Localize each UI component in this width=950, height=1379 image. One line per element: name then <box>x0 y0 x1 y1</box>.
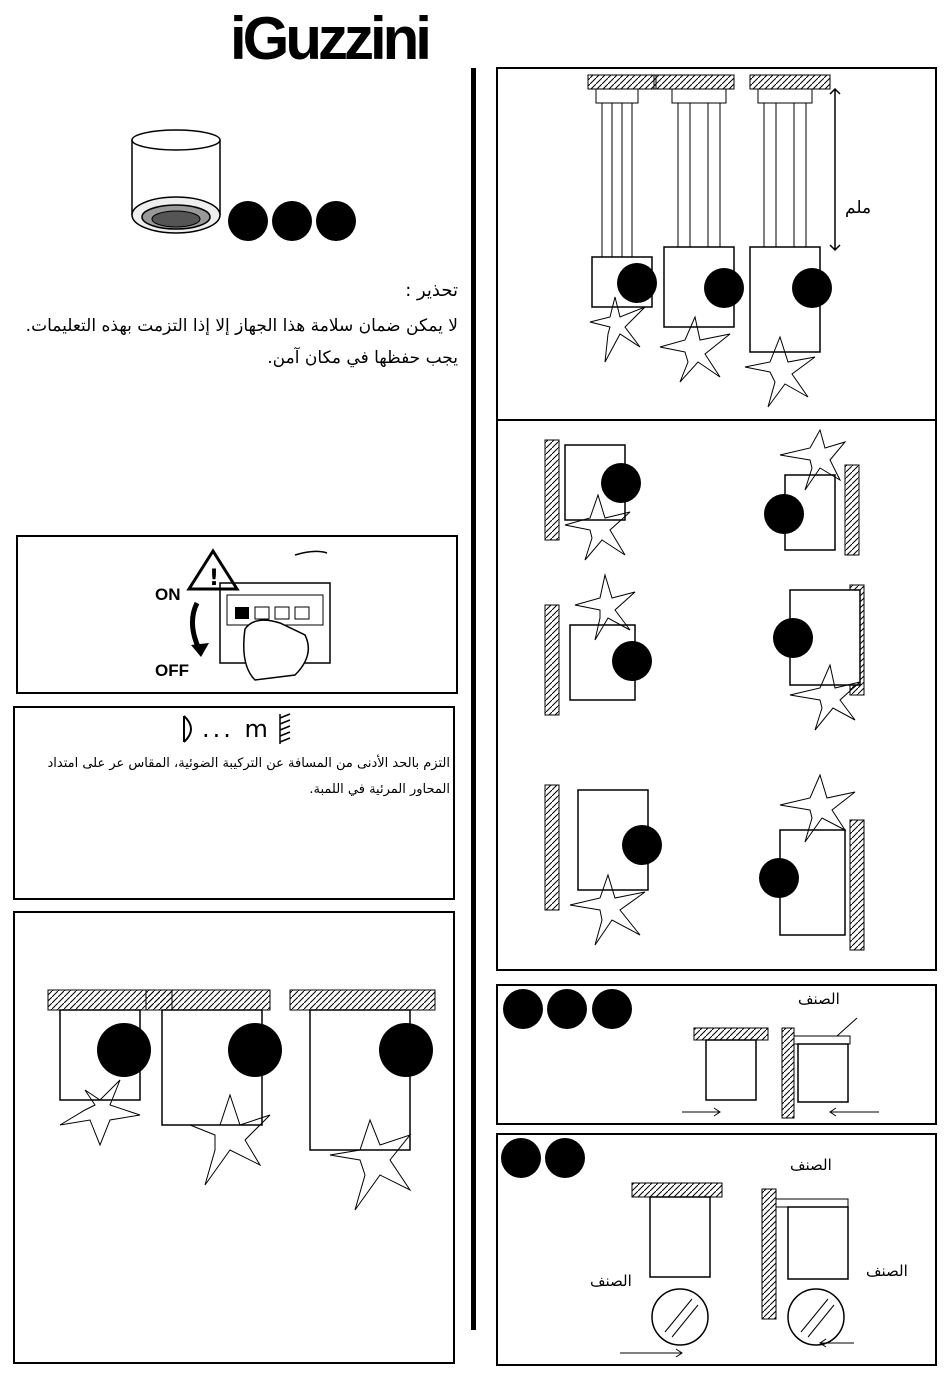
min-distance-text: التزم بالحد الأدنى من المسافة عن التركيبة الضوئية، المقاس عر على امتداد المحاور المرئية في اللمبة. <box>47 756 450 797</box>
class-label: الصنف <box>798 990 840 1008</box>
wall-mount-illustration <box>540 430 890 960</box>
accessory-1-illustration <box>502 988 902 1118</box>
warning-title: تحذير : <box>405 280 458 301</box>
power-switch-illustration <box>185 545 365 685</box>
svg-text:!: ! <box>209 566 220 591</box>
wall-hatch-icon <box>278 712 292 746</box>
distance-symbol-text: ... m <box>202 715 271 743</box>
length-label: ملم <box>845 198 872 218</box>
suspension-illustration <box>560 72 890 412</box>
warning-body: لا يمكن ضمان سلامة هذا الجهاز إلا إذا التزمت بهذه التعليمات. يجب حفظها في مكان آمن. <box>25 316 458 368</box>
warning-triangle-icon <box>189 551 237 591</box>
off-label: OFF <box>155 661 189 680</box>
distance-symbol-icon <box>180 712 200 746</box>
class-label-top: الصنف <box>790 1156 832 1174</box>
class-label-right: الصنف <box>866 1262 908 1280</box>
brand-logo: iGuzzini <box>230 5 428 72</box>
class-label-left: الصنف <box>590 1272 632 1290</box>
product-icon <box>120 125 370 245</box>
ceiling-mount-illustration <box>40 985 450 1215</box>
accessory-2-illustration <box>500 1137 910 1362</box>
lens-filter-icon <box>652 1289 844 1345</box>
on-label: ON <box>155 585 181 604</box>
page-divider <box>471 68 476 1330</box>
